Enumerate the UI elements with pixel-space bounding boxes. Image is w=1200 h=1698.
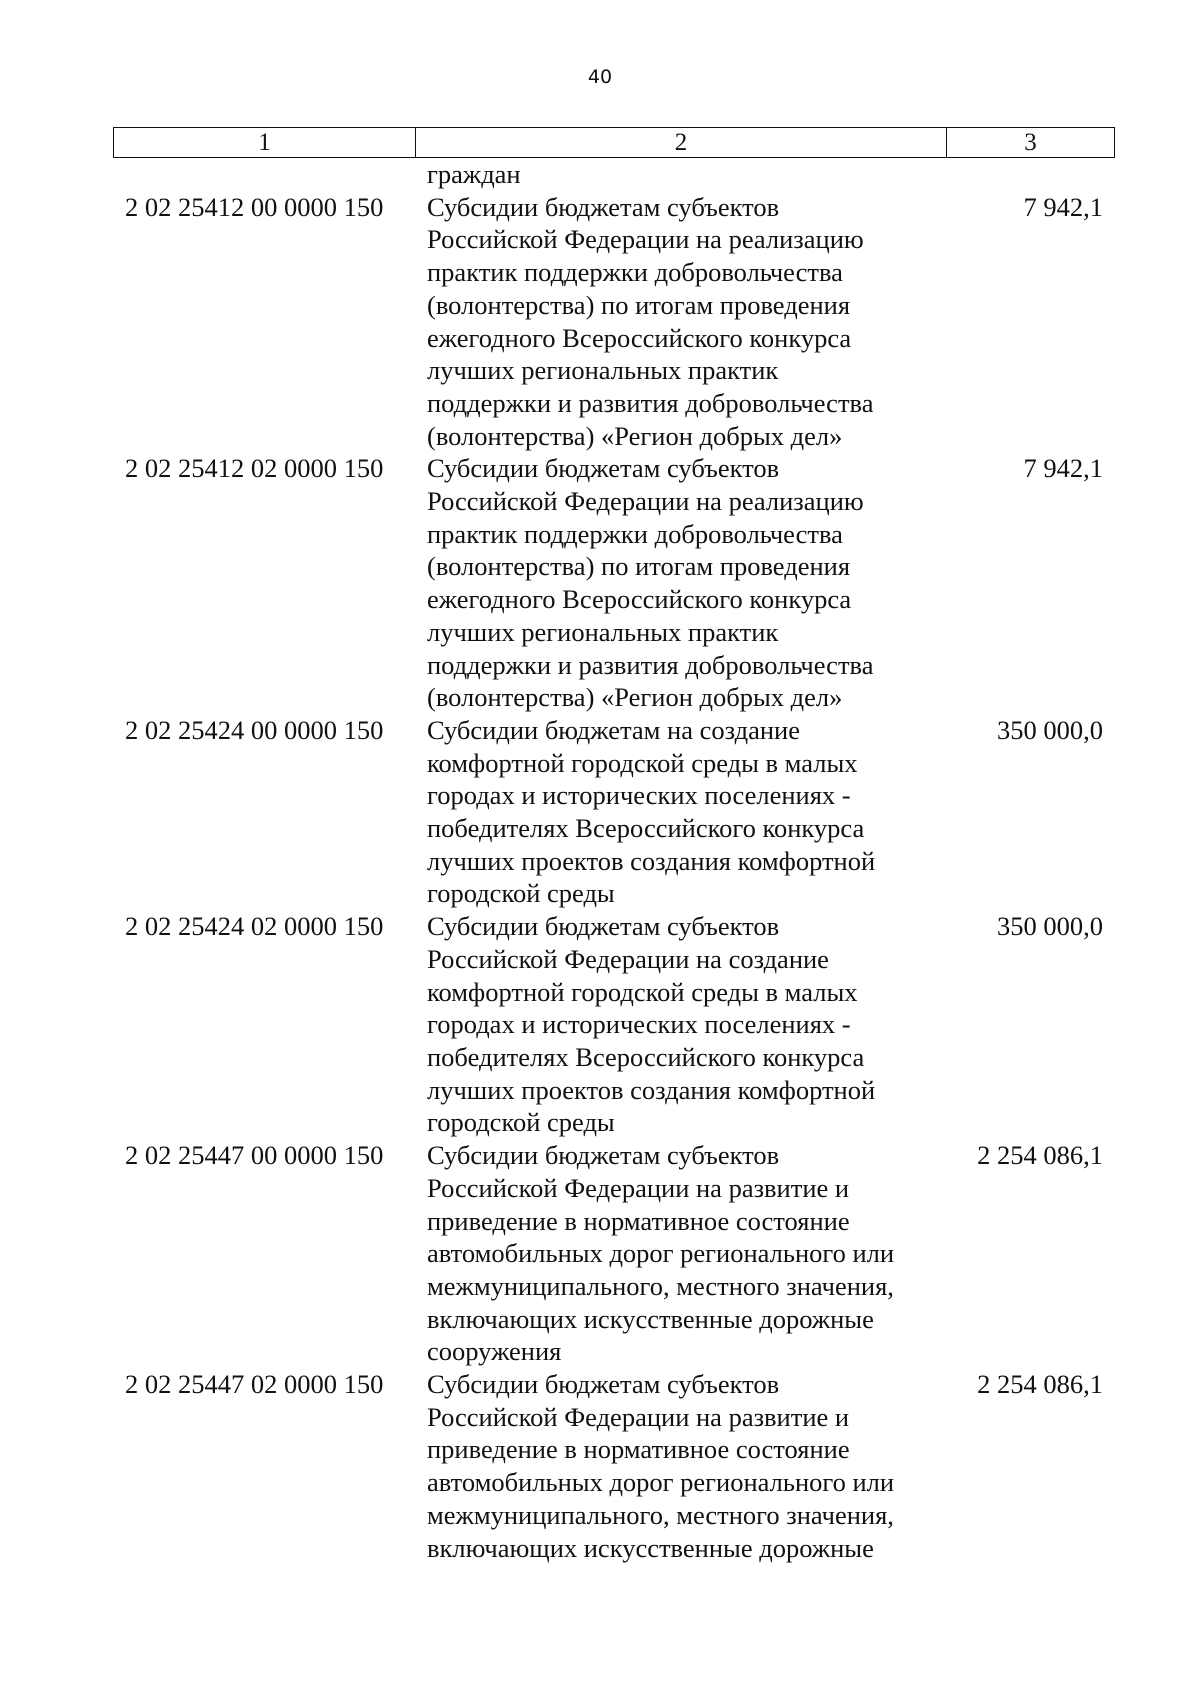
description-line: Субсидии бюджетам субъектов (427, 191, 780, 222)
description (413, 910, 956, 1139)
table-row (113, 1139, 1115, 1368)
description-line: лучших проектов создания комфортной (427, 845, 876, 876)
description-line: комфортной городской среды в малых (427, 747, 858, 778)
description-line: Российской Федерации на реализацию (427, 486, 864, 517)
table-row (113, 1368, 1115, 1564)
description-line: городской среды (427, 1107, 615, 1138)
description-line: Субсидии бюджетам субъектов (427, 453, 780, 484)
description-line: сооружения (427, 1336, 562, 1367)
description-line: ежегодного Всероссийского конкурса (427, 584, 852, 615)
budget-code: 2 02 25424 00 0000 150 (125, 714, 384, 745)
budget-code: 2 02 25447 02 0000 150 (125, 1369, 384, 1400)
description-line: Субсидии бюджетам субъектов (427, 1369, 780, 1400)
description-line: практик поддержки добровольчества (427, 257, 843, 288)
table-row (113, 714, 1115, 910)
description-line: (волонтерства) по итогам проведения (427, 551, 851, 582)
description-line: Российской Федерации на развитие и (427, 1172, 850, 1203)
description-line: поддержки и развития добровольчества (427, 649, 874, 680)
description (413, 452, 956, 714)
description (413, 1139, 956, 1368)
description (413, 714, 956, 910)
amount: 350 000,0 (997, 714, 1103, 745)
description-line: Субсидии бюджетам на создание (427, 714, 800, 745)
description-line: лучших проектов создания комфортной (427, 1074, 876, 1105)
description-line: межмуниципального, местного значения, (427, 1270, 894, 1301)
description-line: автомобильных дорог регионального или (427, 1238, 895, 1269)
description-line: межмуниципального, местного значения, (427, 1499, 894, 1530)
table-row (113, 452, 1115, 714)
description (413, 1368, 956, 1564)
amount: 7 942,1 (1023, 191, 1103, 222)
budget-table (113, 158, 1115, 1564)
description-line: комфортной городской среды в малых (427, 976, 858, 1007)
continuation-text: граждан (427, 159, 521, 189)
description-line: городах и исторических поселениях - (427, 1009, 851, 1040)
amount: 7 942,1 (1023, 453, 1103, 484)
description-line: Субсидии бюджетам субъектов (427, 911, 780, 942)
table-rows (113, 191, 1115, 1565)
description-line: практик поддержки добровольчества (427, 518, 843, 549)
table-row (113, 910, 1115, 1139)
column-header-1: 1 (114, 128, 416, 157)
budget-code: 2 02 25447 00 0000 150 (125, 1140, 384, 1171)
description-line: (волонтерства) «Регион добрых дел» (427, 420, 843, 451)
description-line: Российской Федерации на создание (427, 943, 829, 974)
description-line: поддержки и развития добровольчества (427, 387, 874, 418)
description-line: Субсидии бюджетам субъектов (427, 1140, 780, 1171)
description-line: победителях Всероссийского конкурса (427, 813, 865, 844)
continuation-row (113, 158, 1115, 191)
amount: 2 254 086,1 (977, 1369, 1103, 1400)
table-row (113, 191, 1115, 453)
description-line: городах и исторических поселениях - (427, 780, 851, 811)
amount: 2 254 086,1 (977, 1140, 1103, 1171)
table-header (113, 127, 1115, 158)
budget-code: 2 02 25412 02 0000 150 (125, 453, 384, 484)
description-line: лучших региональных практик (427, 355, 779, 386)
budget-code: 2 02 25412 00 0000 150 (125, 191, 384, 222)
column-header-3: 3 (1024, 129, 1037, 156)
description-line: автомобильных дорог регионального или (427, 1467, 895, 1498)
budget-code: 2 02 25424 02 0000 150 (125, 911, 384, 942)
description-line: городской среды (427, 878, 615, 909)
description-line: включающих искусственные дорожные (427, 1303, 874, 1334)
description-line: ежегодного Всероссийского конкурса (427, 322, 852, 353)
amount: 350 000,0 (997, 911, 1103, 942)
description (413, 191, 956, 453)
description-line: (волонтерства) «Регион добрых дел» (427, 682, 843, 713)
column-header-2: 2 (416, 128, 947, 157)
description-line: включающих искусственные дорожные (427, 1532, 874, 1563)
description-line: Российской Федерации на реализацию (427, 224, 864, 255)
description-line: (волонтерства) по итогам проведения (427, 289, 851, 320)
description-line: приведение в нормативное состояние (427, 1205, 850, 1236)
description-line: лучших региональных практик (427, 616, 779, 647)
page-number: 40 (587, 66, 613, 88)
description-line: победителях Всероссийского конкурса (427, 1041, 865, 1072)
description-line: приведение в нормативное состояние (427, 1434, 850, 1465)
description-line: Российской Федерации на развитие и (427, 1401, 850, 1432)
